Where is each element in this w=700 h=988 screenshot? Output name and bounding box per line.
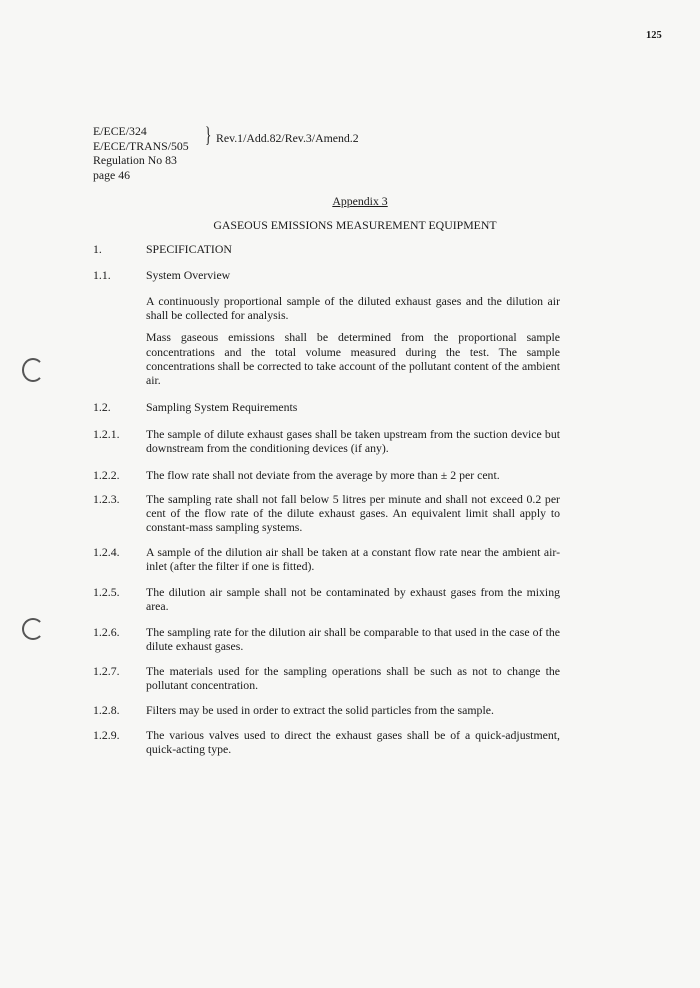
paragraph: The sampling rate shall not fall below 5 litres per minute and shall not exceed 0.2 per cent of the flow rate of the dilute exhaust gases. An equivalent limit shall apply to constant-mass sampling systems. xyxy=(146,492,560,535)
section-number: 1.2.1. xyxy=(93,427,120,441)
section-number: 1.2.6. xyxy=(93,625,120,639)
section xyxy=(93,427,560,463)
doc-ref-line: Regulation No 83 xyxy=(93,153,177,167)
section-number: 1.2.4. xyxy=(93,545,120,559)
section-number: 1.2. xyxy=(93,400,111,414)
appendix-label-text: Appendix 3 xyxy=(332,194,388,208)
section-number: 1. xyxy=(93,242,102,256)
paragraph: Mass gaseous emissions shall be determined from the proportional sample concentrations and the total volume measured during the test. The sample concentrations shall be corrected to take account of the pollutant content of the ambient air. xyxy=(146,330,560,388)
section-heading: System Overview xyxy=(146,268,231,282)
section xyxy=(93,468,560,490)
document-reference xyxy=(93,124,189,182)
section-number: 1.2.2. xyxy=(93,468,120,482)
section-number: 1.2.9. xyxy=(93,728,120,742)
section xyxy=(93,728,560,764)
section xyxy=(93,492,560,543)
paragraph: The sample of dilute exhaust gases shall be taken upstream from the suction device but downstream from the conditioning devices (if any). xyxy=(146,427,560,456)
section xyxy=(93,625,560,661)
paragraph: The materials used for the sampling operations shall be such as not to change the pollutant concentration. xyxy=(146,664,560,693)
section xyxy=(93,294,560,395)
revision-reference: Rev.1/Add.82/Rev.3/Amend.2 xyxy=(216,131,359,145)
brace-icon: } xyxy=(205,122,212,147)
page-number: 125 xyxy=(646,30,662,41)
section xyxy=(93,400,560,422)
section xyxy=(93,703,560,725)
section-number: 1.2.3. xyxy=(93,492,120,506)
section xyxy=(93,545,560,581)
doc-ref-line: E/ECE/324 xyxy=(93,124,147,138)
section xyxy=(93,268,560,290)
page-title: GASEOUS EMISSIONS MEASUREMENT EQUIPMENT xyxy=(213,218,497,232)
paragraph: Filters may be used in order to extract the solid particles from the sample. xyxy=(146,703,494,717)
section xyxy=(93,585,560,621)
section-heading: SPECIFICATION xyxy=(146,242,232,256)
paragraph: The dilution air sample shall not be contaminated by exhaust gases from the mixing area. xyxy=(146,585,560,614)
punch-hole-mark-icon xyxy=(22,358,44,382)
appendix-label xyxy=(0,194,700,208)
paragraph: The sampling rate for the dilution air shall be comparable to that used in the case of the dilute exhaust gases. xyxy=(146,625,560,654)
section xyxy=(93,242,560,264)
section xyxy=(93,664,560,700)
punch-hole-mark-icon xyxy=(22,618,44,640)
doc-ref-line: E/ECE/TRANS/505 xyxy=(93,138,189,153)
paragraph: A sample of the dilution air shall be taken at a constant flow rate near the ambient air-inlet (after the filter if one is fitted). xyxy=(146,545,560,574)
section-number: 1.2.7. xyxy=(93,664,120,678)
paragraph: A continuously proportional sample of the diluted exhaust gases and the dilution air shall be collected for analysis. xyxy=(146,294,560,323)
doc-ref-line: page 46 xyxy=(93,167,131,182)
paragraph: The various valves used to direct the exhaust gases shall be of a quick-adjustment, quick-acting type. xyxy=(146,728,560,757)
paragraph: The flow rate shall not deviate from the average by more than ± 2 per cent. xyxy=(146,468,500,482)
section-number: 1.2.8. xyxy=(93,703,120,717)
section-number: 1.2.5. xyxy=(93,585,120,599)
section-number: 1.1. xyxy=(93,268,111,282)
section-heading: Sampling System Requirements xyxy=(146,400,298,414)
